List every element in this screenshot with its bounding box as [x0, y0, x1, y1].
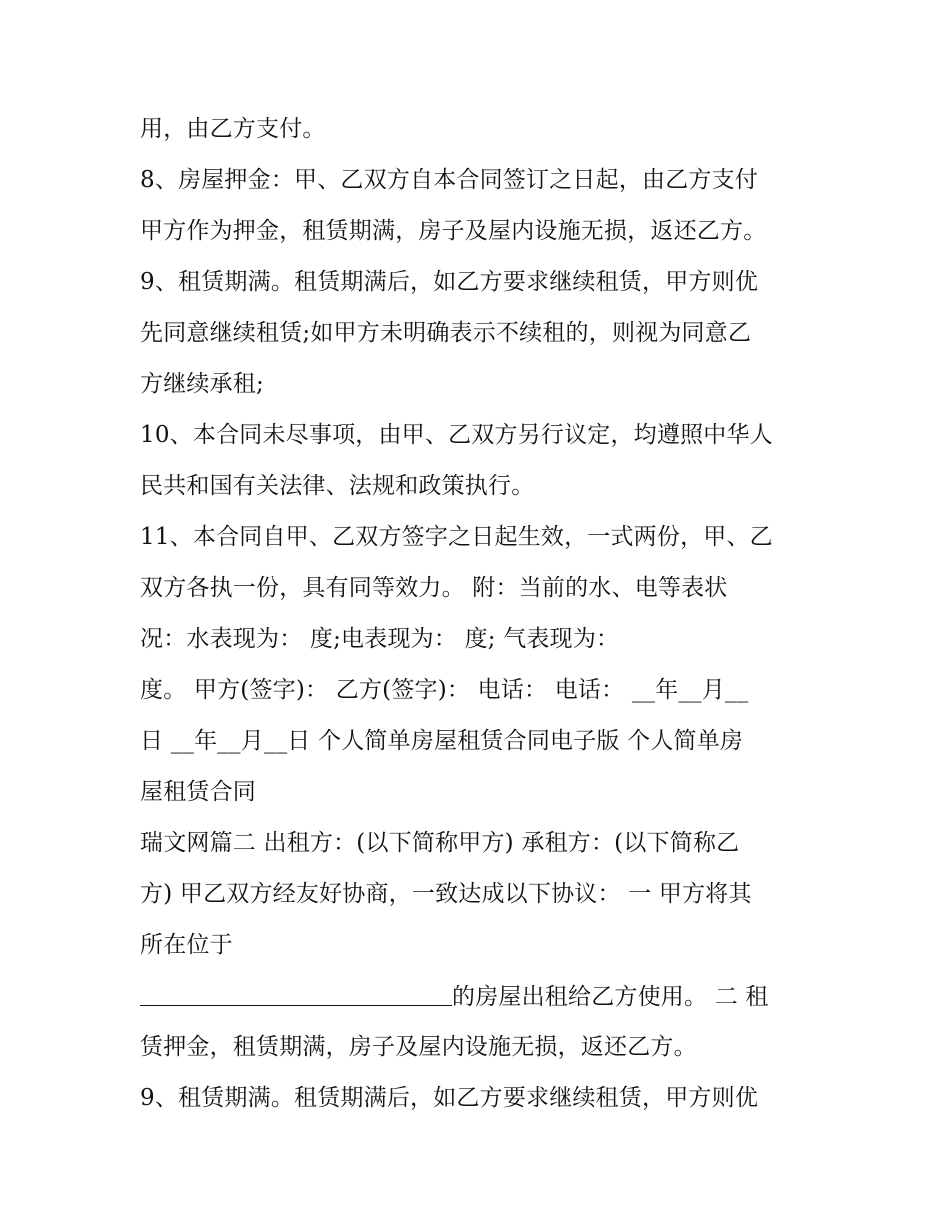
text-line: 瑞文网篇二 出租方：(以下简称甲方) 承租方：(以下简称乙: [140, 830, 740, 856]
text-line: 度。 甲方(签字)： 乙方(签字)： 电话： 电话： __年__月__: [140, 677, 749, 703]
text-line: 8、房屋押金：甲、乙双方自本合同签订之日起，由乙方支付: [140, 167, 759, 193]
text-line: 用，由乙方支付。: [140, 116, 326, 142]
text-line: 方继续承租;: [140, 371, 264, 397]
text-line: 民共和国有关法律、法规和政策执行。: [140, 473, 535, 499]
text-line: 所在位于: [140, 932, 233, 958]
text-line: 9、租赁期满。租赁期满后，如乙方要求继续租赁，甲方则优: [140, 1085, 759, 1111]
text-line: 况：水表现为： 度;电表现为： 度; 气表现为：: [140, 626, 620, 652]
fill-in-blank: [140, 983, 452, 1006]
text-line-with-blank: [140, 981, 820, 1012]
text-line: 9、租赁期满。租赁期满后，如乙方要求继续租赁，甲方则优: [140, 269, 759, 295]
text-line: 赁押金，租赁期满，房子及屋内设施无损，返还乙方。: [140, 1034, 697, 1060]
text-line: 10、本合同未尽事项，由甲、乙双方另行议定，均遵照中华人: [140, 422, 773, 448]
text-line: 方) 甲乙双方经友好协商，一致达成以下协议： 一 甲方将其: [140, 881, 752, 907]
text-line: 先同意继续租赁;如甲方未明确表示不续租的，则视为同意乙: [140, 320, 752, 346]
text-line: 双方各执一份，具有同等效力。 附：当前的水、电等表状: [140, 575, 728, 601]
text-line: 屋租赁合同: [140, 779, 256, 805]
text-line: 日 __年__月__日 个人简单房屋租赁合同电子版 个人简单房: [140, 728, 744, 754]
blank-suffix-text: 的房屋出租给乙方使用。 二 租: [452, 984, 769, 1010]
text-line: 甲方作为押金，租赁期满，房子及屋内设施无损，返还乙方。: [140, 218, 767, 244]
text-line: 11、本合同自甲、乙双方签字之日起生效，一式两份，甲、乙: [140, 524, 773, 550]
